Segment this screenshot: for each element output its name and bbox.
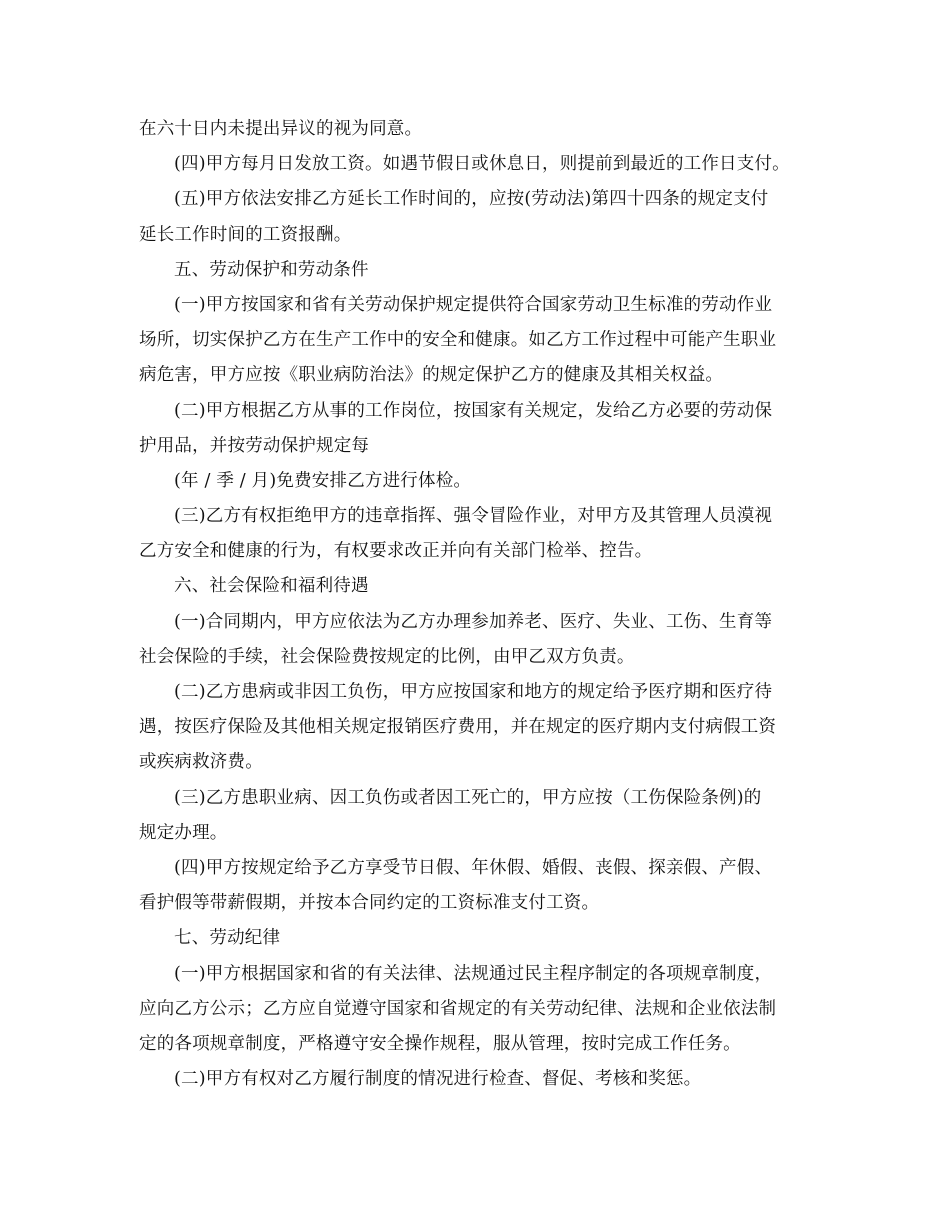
text-line: 延长工作时间的工资报酬。 — [139, 224, 352, 245]
text-line: (三)乙方有权拒绝甲方的违章指挥、强令冒险作业，对甲方及其管理人员漠视 — [174, 506, 773, 527]
text-line: (二)乙方患病或非因工负伤，甲方应按国家和地方的规定给予医疗期和医疗待 — [174, 682, 773, 702]
text-line: (三)乙方患职业病、因工负伤或者因工死亡的，甲方应按（工伤保险条例)的 — [174, 787, 762, 808]
text-line: (一)合同期内，甲方应依法为乙方办理参加养老、医疗、失业、工伤、生育等 — [174, 611, 773, 632]
text-line: (年 / 季 / 月)免费安排乙方进行体检。 — [174, 470, 472, 491]
text-line: 定的各项规章制度，严格遵守安全操作规程，服从管理，按时完成工作任务。 — [139, 1033, 741, 1054]
text-line: 应向乙方公示；乙方应自觉遵守国家和省规定的有关劳动纪律、法规和企业依法制 — [139, 998, 777, 1019]
text-line: 看护假等带薪假期，并按本合同约定的工资标准支付工资。 — [139, 893, 600, 914]
text-line: (四)甲方按规定给予乙方享受节日假、年休假、婚假、丧假、探亲假、产假、 — [174, 857, 773, 878]
text-line: (五)甲方依法安排乙方延长工作时间的，应按(劳动法)第四十四条的规定支付 — [174, 189, 769, 210]
text-line: 病危害，甲方应按《职业病防治法》的规定保护乙方的健康及其相关权益。 — [139, 365, 724, 386]
text-line: (二)甲方有权对乙方履行制度的情况进行检查、督促、考核和奖惩。 — [174, 1069, 702, 1090]
text-line: (四)甲方每月日发放工资。如遇节假日或休息日，则提前到最近的工作日支付。 — [174, 154, 790, 175]
text-line: 遇，按医疗保险及其他相关规定报销医疗费用，并在规定的医疗期内支付病假工资 — [139, 717, 777, 738]
text-line: 社会保险的手续，社会保险费按规定的比例，由甲乙双方负责。 — [139, 646, 635, 667]
section-heading: 六、社会保险和福利待遇 — [174, 576, 369, 597]
text-line: 乙方安全和健康的行为，有权要求改正并向有关部门检举、控告。 — [139, 541, 653, 562]
text-line: 场所，切实保护乙方在生产工作中的安全和健康。如乙方工作过程中可能产生职业 — [139, 330, 777, 351]
section-heading: 五、劳动保护和劳动条件 — [174, 259, 369, 280]
text-line: (一)甲方根据国家和省的有关法律、法规通过民主程序制定的各项规章制度， — [174, 963, 773, 984]
text-line: (二)甲方根据乙方从事的工作岗位，按国家有关规定，发给乙方必要的劳动保 — [174, 400, 773, 421]
text-line: 规定办理。 — [139, 822, 228, 843]
text-line: 或疾病救济费。 — [139, 752, 263, 773]
text-line: (一)甲方按国家和省有关劳动保护规定提供符合国家劳动卫生标准的劳动作业 — [174, 294, 773, 315]
section-heading: 七、劳动纪律 — [174, 928, 281, 949]
text-line: 护用品，并按劳动保护规定每 — [139, 435, 370, 456]
document-body — [139, 112, 819, 1097]
text-line: 在六十日内未提出异议的视为同意。 — [139, 119, 423, 139]
